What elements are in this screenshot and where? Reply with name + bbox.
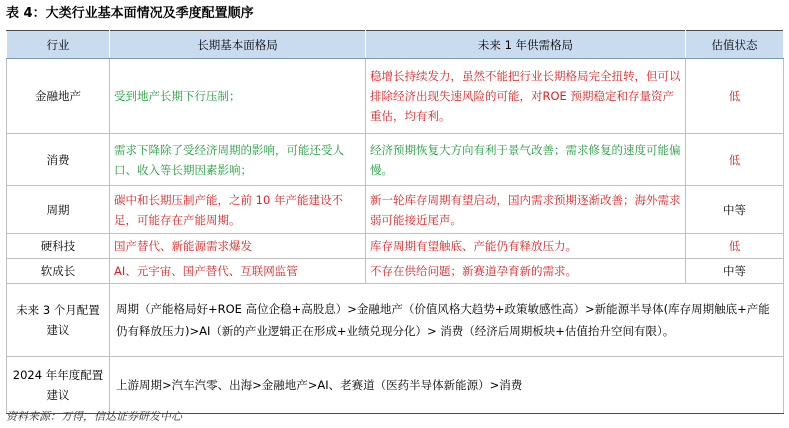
- long-term-cell: 需求下降除了受经济周期的影响，可能还受人口、收入等长期因素影响；: [110, 134, 366, 186]
- long-term-cell: 碳中和长期压制产能，之前 10 年产能建设不足，可能存在产能周期。: [110, 186, 366, 234]
- recommendation-text: 上游周期>汽车汽零、出海>金融地产>AI、老赛道（医药半导体新能源）>消费: [110, 357, 784, 414]
- valuation-cell: 中等: [686, 259, 784, 284]
- recommendation-row: [7, 284, 784, 357]
- header-valuation: 估值状态: [686, 31, 784, 59]
- industry-cell: 硬科技: [7, 234, 110, 259]
- industry-cell: 金融地产: [7, 59, 110, 134]
- supply-demand-cell: 经济预期恢复大方向有利于景气改善；需求修复的速度可能偏慢。: [366, 134, 686, 186]
- supply-demand-cell: 不存在供给问题；新赛道孕育新的需求。: [366, 259, 686, 284]
- table-row: [7, 186, 784, 234]
- header-long-term: 长期基本面格局: [110, 31, 366, 59]
- recommendation-label: 2024 年年度配置建议: [7, 357, 110, 414]
- table-header-row: [7, 31, 784, 59]
- table-row: [7, 59, 784, 134]
- industry-cell: 软成长: [7, 259, 110, 284]
- industry-cell: 消费: [7, 134, 110, 186]
- valuation-cell: 低: [686, 59, 784, 134]
- supply-demand-cell: 库存周期有望触底、产能仍有释放压力。: [366, 234, 686, 259]
- table-row: [7, 134, 784, 186]
- industry-cell: 周期: [7, 186, 110, 234]
- recommendation-label: 未来 3 个月配置建议: [7, 284, 110, 357]
- table-row: [7, 234, 784, 259]
- source-note: 资料来源：万得，信达证券研发中心: [6, 410, 182, 423]
- long-term-cell: 国产替代、新能源需求爆发: [110, 234, 366, 259]
- table-row: [7, 259, 784, 284]
- supply-demand-cell: 新一轮库存周期有望启动，国内需求预期逐渐改善；海外需求弱可能接近尾声。: [366, 186, 686, 234]
- valuation-cell: 中等: [686, 186, 784, 234]
- supply-demand-cell: 稳增长持续发力，虽然不能把行业长期格局完全扭转，但可以排除经济出现失速风险的可能，对ROE 预期稳定和存量资产重估，均有利。: [366, 59, 686, 134]
- table-title: 表 4：大类行业基本面情况及季度配置顺序: [6, 6, 254, 21]
- header-supply-demand: 未来 1 年供需格局: [366, 31, 686, 59]
- valuation-cell: 低: [686, 234, 784, 259]
- long-term-cell: AI、元宇宙、国产替代、互联网监管: [110, 259, 366, 284]
- long-term-cell: 受到地产长期下行压制；: [110, 59, 366, 134]
- header-industry: 行业: [7, 31, 110, 59]
- recommendation-text: 周期（产能格局好+ROE 高位企稳+高股息）>金融地产（价值风格大趋势+政策敏感性高）>新能源半导体(库存周期触底+产能仍有释放压力)>AI（新的产业逻辑正在形成+业绩兑现分化）> 消费（经济后周期板块+估值抬升空间有限）。: [110, 284, 784, 357]
- industry-table: [6, 30, 784, 414]
- recommendation-row: [7, 357, 784, 414]
- valuation-cell: 低: [686, 134, 784, 186]
